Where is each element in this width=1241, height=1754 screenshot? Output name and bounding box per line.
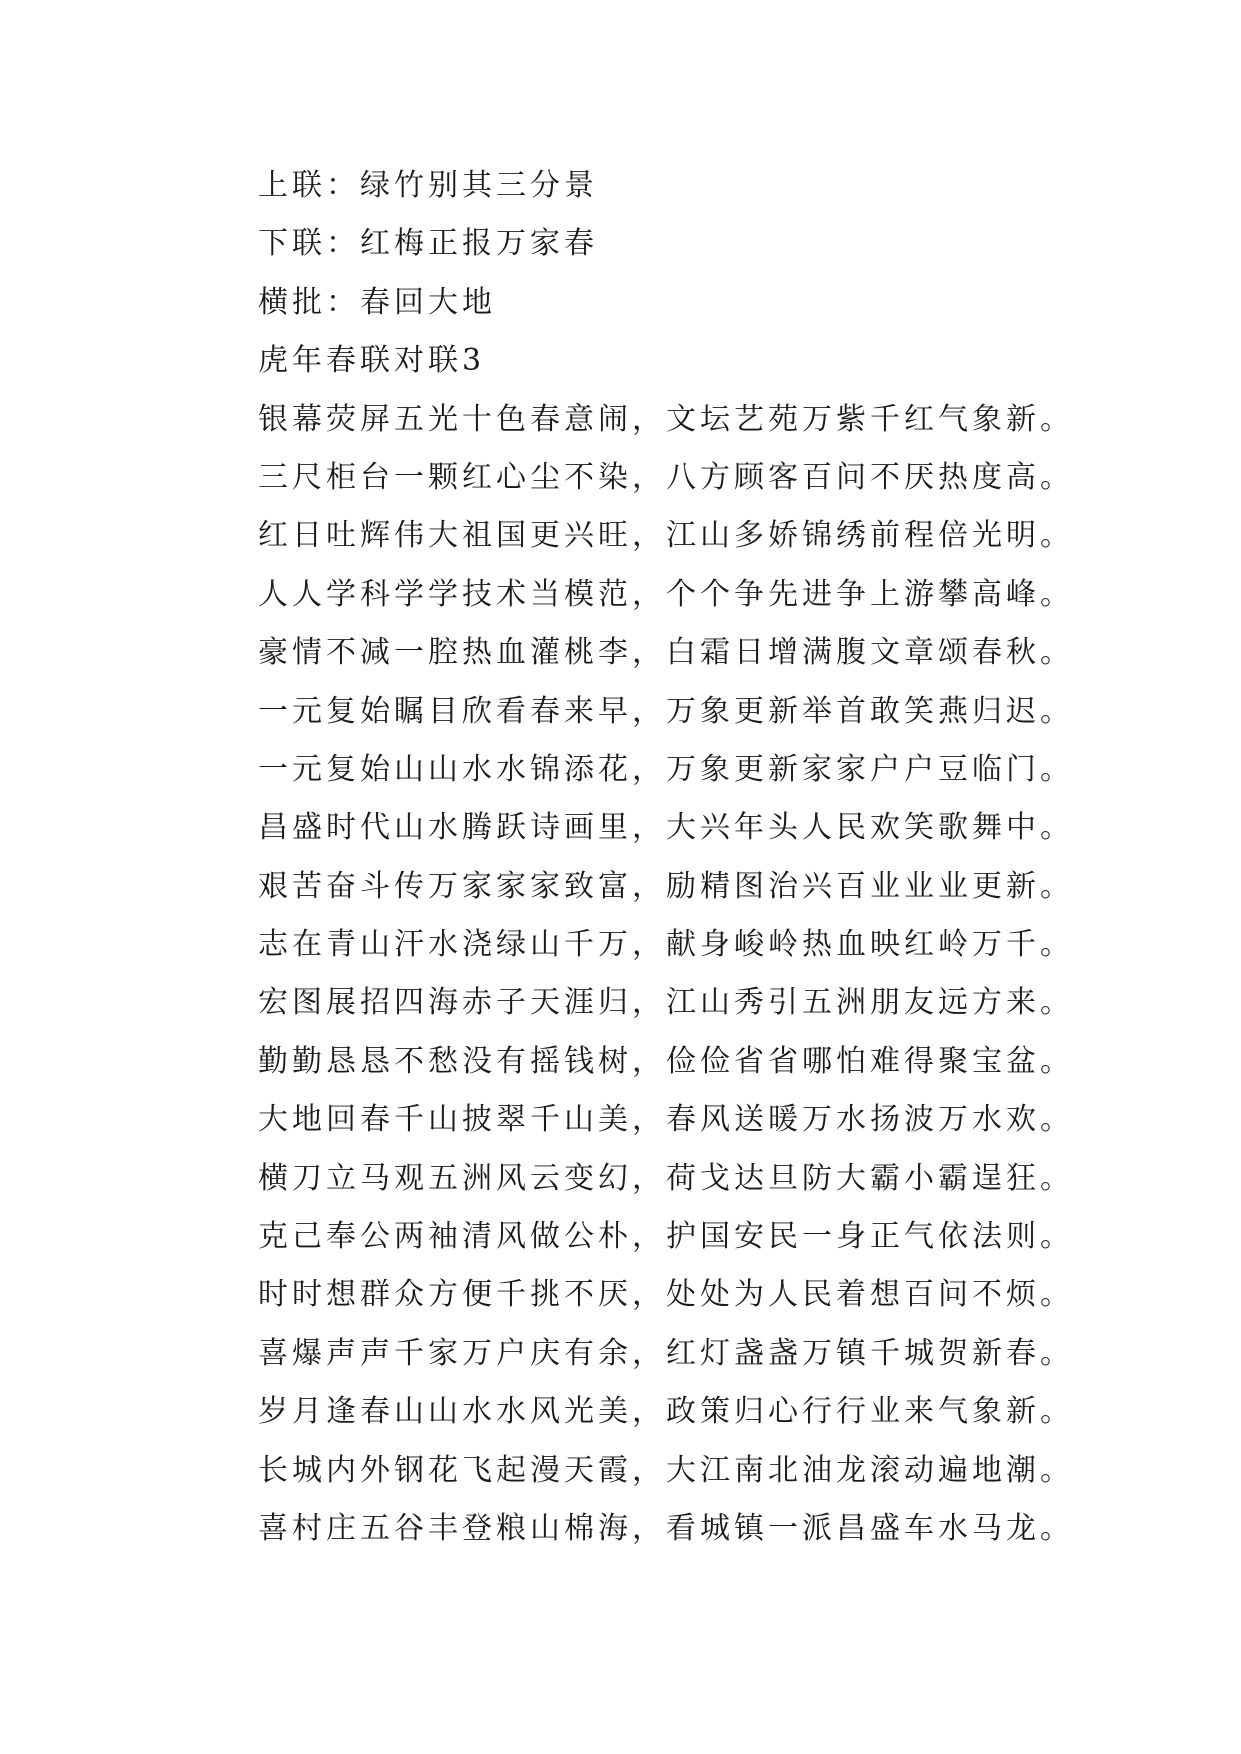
- couplet-line: 红日吐辉伟大祖国更兴旺，江山多娇锦绣前程倍光明。: [258, 518, 1074, 554]
- couplet-line: 志在青山汗水浇绿山千万，献身峻岭热血映红岭万千。: [258, 927, 1074, 963]
- couplet-line: 银幕荧屏五光十色春意闹，文坛艺苑万紫千红气象新。: [258, 401, 1074, 437]
- couplet-line: 横刀立马观五洲风云变幻，荷戈达旦防大霸小霸逞狂。: [258, 1160, 1074, 1196]
- couplet-line: 人人学科学学技术当模范，个个争先进争上游攀高峰。: [258, 576, 1074, 612]
- couplet-line: 时时想群众方便千挑不厌，处处为人民着想百问不烦。: [258, 1277, 1074, 1313]
- couplet-line: 昌盛时代山水腾跃诗画里，大兴年头人民欢笑歌舞中。: [258, 810, 1074, 846]
- text-line-lower-couplet: 下联：红梅正报万家春: [258, 226, 598, 262]
- couplet-line: 克己奉公两袖清风做公朴，护国安民一身正气依法则。: [258, 1219, 1074, 1255]
- couplet-line: 大地回春千山披翠千山美，春风送暖万水扬波万水欢。: [258, 1102, 1074, 1138]
- couplet-line: 三尺柜台一颗红心尘不染，八方顾客百问不厌热度高。: [258, 459, 1074, 495]
- couplet-line: 勤勤恳恳不愁没有摇钱树，俭俭省省哪怕难得聚宝盆。: [258, 1043, 1074, 1079]
- couplet-line: 宏图展招四海赤子天涯归，江山秀引五洲朋友远方来。: [258, 985, 1074, 1021]
- text-line-horizontal-scroll: 横批：春回大地: [258, 284, 496, 320]
- couplet-line: 豪情不减一腔热血灌桃李，白霜日增满腹文章颂春秋。: [258, 635, 1074, 671]
- couplet-line: 喜村庄五谷丰登粮山棉海，看城镇一派昌盛车水马龙。: [258, 1510, 1074, 1546]
- couplet-line: 一元复始山山水水锦添花，万象更新家家户户豆临门。: [258, 751, 1074, 787]
- couplet-line: 一元复始瞩目欣看春来早，万象更新举首敢笑燕归迟。: [258, 693, 1074, 729]
- section-title: 虎年春联对联3: [258, 343, 486, 379]
- couplet-line: 长城内外钢花飞起漫天霞，大江南北油龙滚动遍地潮。: [258, 1452, 1074, 1488]
- document-body: [258, 157, 1158, 1558]
- text-line-upper-couplet: 上联：绿竹别其三分景: [258, 168, 598, 203]
- couplet-line: 艰苦奋斗传万家家家致富，励精图治兴百业业业更新。: [258, 868, 1074, 904]
- couplet-line: 喜爆声声千家万户庆有余，红灯盏盏万镇千城贺新春。: [258, 1335, 1074, 1371]
- couplet-line: 岁月逢春山山水水风光美，政策归心行行业来气象新。: [258, 1394, 1074, 1430]
